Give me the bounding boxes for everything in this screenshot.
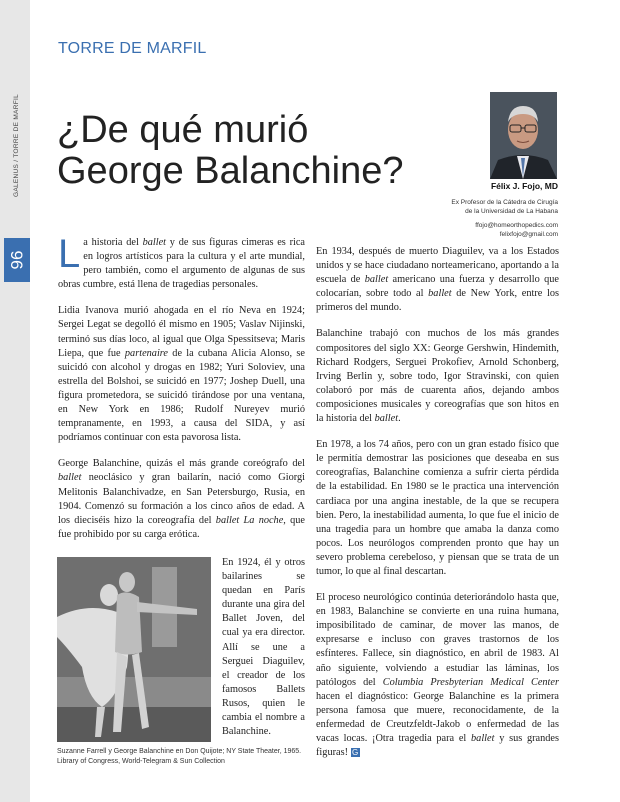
author-block	[451, 181, 558, 239]
column-beside-photo	[222, 556, 305, 739]
section-title: TORRE DE MARFIL	[58, 40, 207, 57]
paragraph: La historia del ballet y de sus figuras cimeras es rica en logros artísticos para la cultura y el arte mundial, pero también, como el argumento de algunas de sus obras cumbre, está llena de tragedias personales.	[58, 232, 305, 291]
end-mark-icon: G	[351, 748, 359, 758]
ballet-dancers-image	[57, 557, 211, 742]
paragraph: El proceso neurológico continúa deteriorándolo hasta que, en 1983, Balanchine se convierte en una ruina humana, imposibilitado de caminar, de mover las manos, de expresarse e incluso con graves trastornos de los esfínteres. Fallece, sin diagnóstico, en abril de 1983. Al año siguiente, volviendo a estudiar las láminas, los patólogos del Columbia Presbyterian Medical Center hacen el diagnóstico: George Balanchine es la primera persona famosa que muere, reconocidamente, de la enfermedad de Creutzfeldt-Jakob o enfermedad de las vacas locas. ¡Otra tragedia para el ballet y sus grandes figuras! G	[316, 592, 559, 759]
paragraph: Lidia Ivanova murió ahogada en el río Neva en 1924; Sergei Legat se degolló él mismo en 1905; Vaslav Nijinski, terminó sus días loco, al igual que Olga Spessitseva; Maris Liepa, que fue partenaire de la cubana Alicia Alonso, se suicidó con alcohol y drogas en 1982; Yuri Soloviev, una estrella del Bolshoi, se suicidó en 1977; Joshep Duell, una figura prometedora, se suicidó tirándose por una ventana, en New York en 1986; Rudolf Nureyev murió tempranamente, en 1993, a causa del SIDA, y así podríamos continuar con esta pavorosa lista.	[58, 305, 305, 444]
author-emails: ffojo@homeorthopedics.com felixfojo@gmail.com	[475, 222, 558, 238]
ballet-photo	[57, 557, 211, 742]
drop-cap: L	[58, 232, 81, 276]
page-number: 96	[4, 238, 30, 282]
author-role: Ex Profesor de la Cátedra de Cirugía de la Universidad de La Habana	[451, 199, 558, 215]
side-label: GALENUS / TORRE DE MARFIL	[12, 93, 20, 197]
author-photo	[490, 92, 557, 179]
paragraph: Balanchine trabajó con muchos de los más grandes compositores del siglo XX: George Gershwin, Hindemith, Richard Rodgers, Serguei Prokofiev, Arnold Schonberg, Irving Berlin y, sobre todo, Igor Stravinski, con quien colaboró por más de cuarenta años, dejando ambos composiciones musicales y coreografías que son hitos en la historia del ballet.	[316, 328, 559, 425]
column-1	[58, 232, 306, 554]
paragraph: En 1924, él y otros bailarines se quedan en París durante una gira del Ballet Joven, del cual ya era director. Allí se une a Serguei Diaguilev, el creador de los famosos Ballets Rusos, quien le cambia el nombre a Balanchine.	[222, 557, 305, 738]
column-2	[316, 245, 559, 772]
author-portrait-image	[490, 92, 557, 179]
author-name: Félix J. Fojo, MD	[490, 181, 558, 191]
paragraph: En 1934, después de muerto Diaguilev, va a los Estados unidos y se hace ciudadano norteamericano, aportando a la escuela de ballet americano una fuerza y desarrollo que colocarían, sobre todo al ballet de New York, entre los primeros del mundo.	[316, 246, 560, 314]
paragraph: En 1978, a los 74 años, pero con un gran estado físico que le permitía demostrar las posiciones que deseaba en sus coreografías, Balanchine comienza a sufrir cierta pérdida de la estabilidad. En 1980 se le practica una intervención cardiaca por una angina inestable, de la que se recupera bien. Pero, la inestabilidad aumenta, lo que fue el inicio de una tragedia para un hombre que amaba la danza como pocos. Los neurólogos comprenden pronto que hay un severo problema cerebeloso, y piensan que se trata de un tumor, lo que al final descartan.	[316, 439, 559, 577]
photo-caption: Suzanne Farrell y George Balanchine en Don Quijote; NY State Theater, 1965. Library of Congress, World-Telegram & Sun Collection	[57, 748, 302, 765]
paragraph: George Balanchine, quizás el más grande coreógrafo del ballet neoclásico y gran bailarín, nació como Giorgi Melitonis Balanchivadze, en San Petersburgo, Rusia, en 1904. Comenzó su formación a los cinco años de edad. A los dieciséis hizo la coreografía del ballet La noche, que fue prohibido por su carga erótica.	[58, 458, 306, 540]
article-title: ¿De qué murió George Balanchine?	[57, 109, 404, 192]
